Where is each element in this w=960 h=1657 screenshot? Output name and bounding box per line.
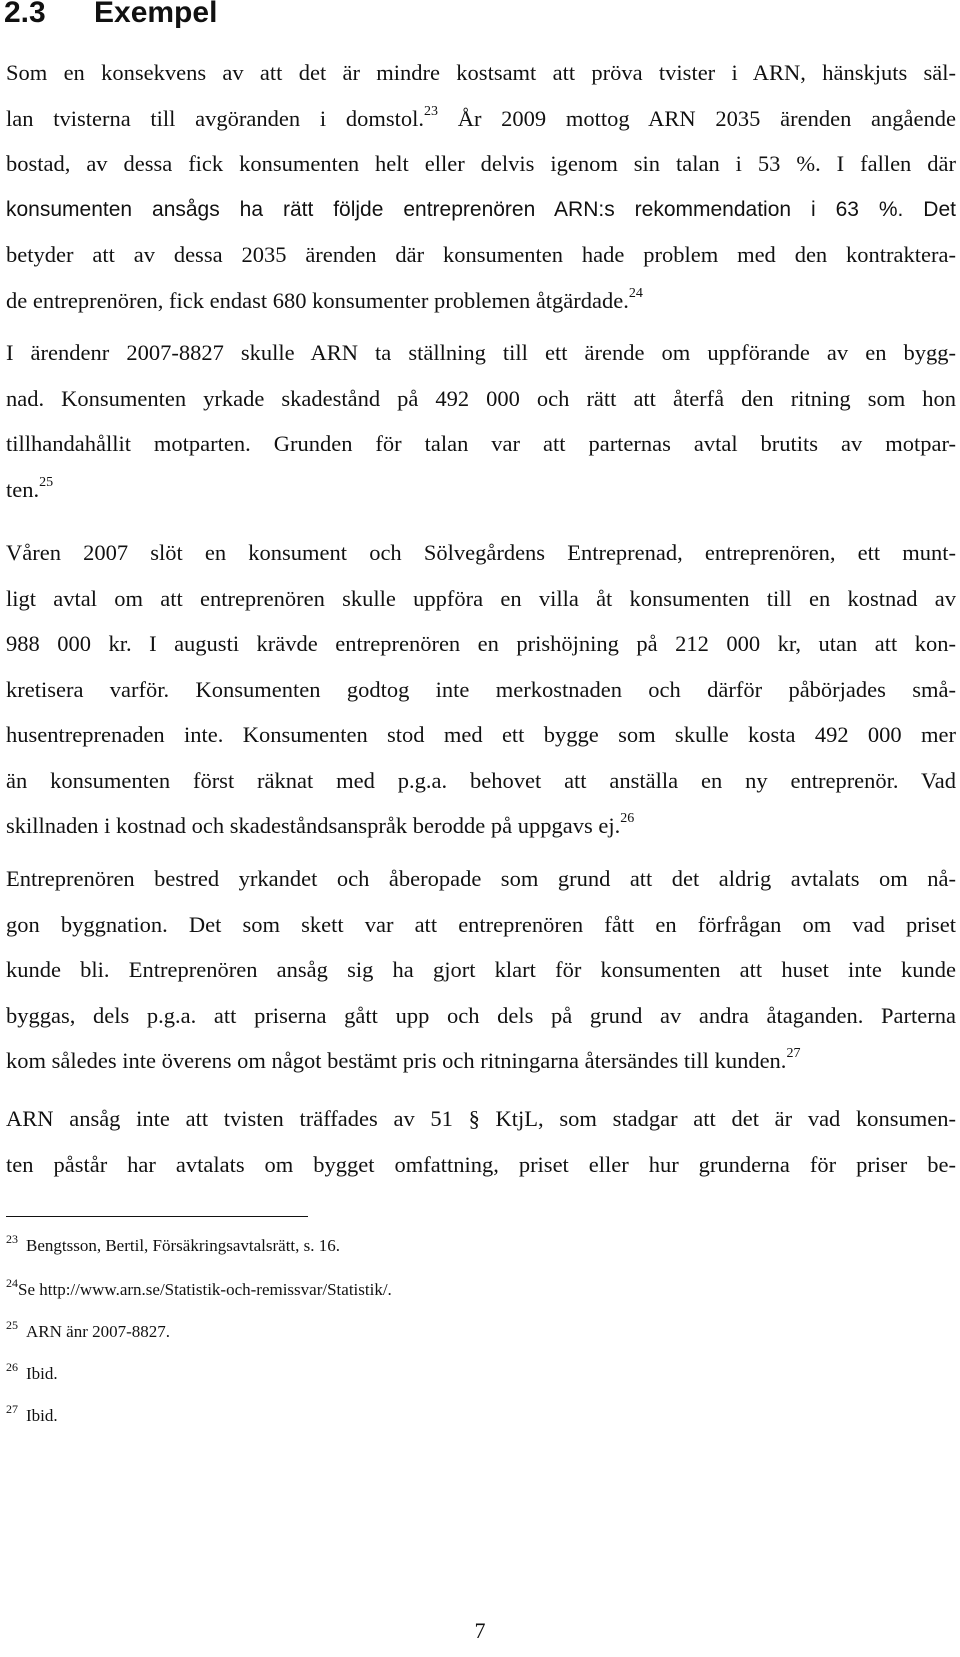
paragraph-3 [6,530,956,849]
paragraph-line: Entreprenören bestred yrkandet och åberopade som grund att det aldrig avtalats om nå- [6,866,956,891]
footnote-ref-24: 24 [628,285,643,301]
footnote-text: Bengtsson, Bertil, Försäkringsavtalsrätt, s. 16. [26,1236,341,1255]
paragraph-line: tillhandahållit motparten. Grunden för talan var att parternas avtal brutits av motpar- [6,431,956,456]
footnote-number: 23 [6,1232,18,1246]
paragraph-line: ligt avtal om att entreprenören skulle uppföra en villa åt konsumenten till en kostnad av [6,585,956,611]
footnote-23 [6,1232,341,1256]
footnote-26 [6,1360,58,1384]
paragraph-line: Våren 2007 slöt en konsument och Sölvegårdens Entreprenad, entreprenören, ett munt- [6,540,956,565]
paragraph-line: I ärendenr 2007-8827 skulle ARN ta ställning till ett ärende om uppförande av en bygg- [6,340,956,365]
paragraph-line: ARN ansåg inte att tvisten träffades av 51 § KtjL, som stadgar att det är vad konsumen- [6,1106,956,1131]
paragraph-5 [6,1096,956,1187]
paragraph-line: nad. Konsumenten yrkade skadestånd på 492 000 och rätt att återfå den ritning som hon [6,385,956,411]
page-number: 7 [474,1618,486,1643]
footnote-25 [6,1318,171,1342]
footnote-text[interactable]: Se http://www.arn.se/Statistik-och-remissvar/Statistik/. [18,1280,392,1299]
paragraph-line: ten.$^{25}$ [6,474,54,502]
section-number: 2.3 [4,0,46,29]
footnote-number: 27 [6,1402,18,1416]
paragraph-2 [6,330,956,512]
paragraph-line: lan tvisterna till avgöranden i domstol.$^{23}$ År 2009 mottog ARN 2035 ärenden angående [6,103,956,131]
footnote-text: Ibid. [26,1406,58,1425]
paragraph-line: kunde bli. Entreprenören ansåg sig ha gjort klart för konsumenten att huset inte kunde [6,957,956,982]
paragraph-line: gon byggnation. Det som skett var att entreprenören fått en förfrågan om vad priset [6,911,956,937]
paragraph-4 [6,856,956,1084]
footnote-text: ARN änr 2007-8827. [26,1322,171,1341]
paragraph-line: Som en konsekvens av att det är mindre kostsamt att pröva tvister i ARN, hänskjuts säl- [6,60,956,85]
footnote-ref-25: 25 [39,474,54,490]
footnote-24 [6,1276,392,1300]
footnote-number: 25 [6,1318,18,1332]
paragraph-line: bostad, av dessa fick konsumenten helt eller delvis igenom sin talan i 53 %. I fallen där [6,151,956,176]
paragraph-line: 988 000 kr. I augusti krävde entreprenören en prishöjning på 212 000 kr, utan att kon- [6,631,956,656]
paragraph-1 [6,50,956,323]
paragraph-line: än konsumenten först räknat med p.g.a. behovet att anställa en ny entreprenör. Vad [6,767,956,793]
paragraph-line: de entreprenören, fick endast 680 konsumenter problemen åtgärdade.$^{24}$ [6,285,643,313]
section-title: Exempel [94,0,218,29]
footnote-27 [6,1402,58,1426]
section-heading [4,0,217,30]
paragraph-line: husentreprenaden inte. Konsumenten stod med ett bygge som skulle kosta 492 000 mer [6,722,956,747]
footnote-text: Ibid. [26,1364,58,1383]
footnote-ref-27: 27 [786,1046,801,1061]
paragraph-line: ten påstår har avtalats om bygget omfattning, priset eller hur grunderna för priser be- [6,1151,956,1177]
footnote-number: 24 [6,1276,18,1290]
footnote-number: 26 [6,1360,18,1374]
paragraph-line: kretisera varför. Konsumenten godtog inte merkostnaden och därför påbörjades små- [6,676,956,702]
paragraph-line: betyder att av dessa 2035 ärenden där konsumenten hade problem med den kontraktera- [6,242,956,267]
paragraph-line: konsumenten ansågs ha rätt följde entreprenören ARN:s rekommendation i 63 %. Det [6,197,956,221]
footnote-ref-23: 23 [423,103,438,119]
footnote-separator [6,1216,308,1217]
paragraph-line: byggas, dels p.g.a. att priserna gått upp och dels på grund av andra åtaganden. Parterna [6,1002,956,1028]
paragraph-line: kom således inte överens om något bestämt pris och ritningarna återsändes till kunden.$^{27}$ [6,1046,801,1073]
paragraph-line: skillnaden i kostnad och skadeståndsanspråk berodde på uppgavs ej.$^{26}$ [6,811,635,838]
footnote-ref-26: 26 [620,811,635,826]
